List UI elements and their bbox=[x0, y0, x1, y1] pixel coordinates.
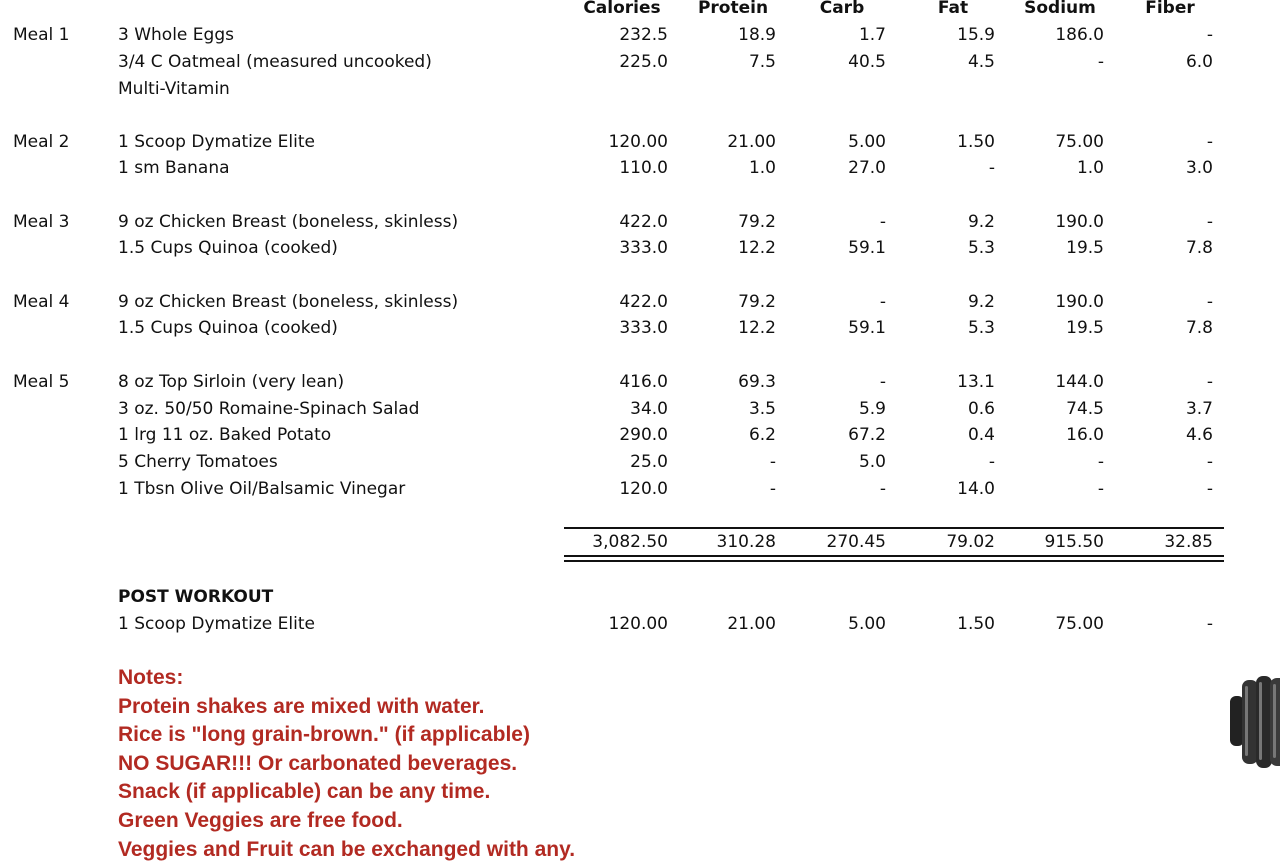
sodium-value: - bbox=[1097, 479, 1104, 499]
fiber-value: 6.0 bbox=[1185, 52, 1213, 72]
protein-value: 79.2 bbox=[738, 292, 776, 312]
fat-value: 5.3 bbox=[967, 318, 995, 338]
sodium-value: 144.0 bbox=[1055, 372, 1104, 392]
calories-value: 333.0 bbox=[619, 318, 668, 338]
fat-value: - bbox=[988, 158, 995, 178]
fiber-value: - bbox=[1206, 292, 1213, 312]
header-fiber: Fiber bbox=[1145, 0, 1195, 18]
carb-value: - bbox=[879, 372, 886, 392]
calories-value: 422.0 bbox=[619, 292, 668, 312]
fat-value: 9.2 bbox=[967, 292, 995, 312]
carb-value: 27.0 bbox=[848, 158, 886, 178]
protein-value: 21.00 bbox=[727, 132, 776, 152]
table-row bbox=[0, 129, 1280, 155]
header-sodium: Sodium bbox=[1024, 0, 1096, 18]
totals-double-rule-top bbox=[564, 555, 1224, 557]
fiber-value: - bbox=[1206, 132, 1213, 152]
sodium-value: 19.5 bbox=[1066, 238, 1104, 258]
protein-value: 3.5 bbox=[748, 399, 776, 419]
fat-value: 5.3 bbox=[967, 238, 995, 258]
table-row bbox=[0, 289, 1280, 315]
note-line: NO SUGAR!!! Or carbonated beverages. bbox=[118, 751, 518, 775]
protein-value: 1.0 bbox=[748, 158, 776, 178]
sodium-value: - bbox=[1097, 52, 1104, 72]
table-row bbox=[0, 396, 1280, 422]
food-item: 1 Scoop Dymatize Elite bbox=[118, 132, 315, 152]
carb-value: - bbox=[879, 212, 886, 232]
food-item: 1.5 Cups Quinoa (cooked) bbox=[118, 318, 338, 338]
protein-value: 69.3 bbox=[738, 372, 776, 392]
food-item: 1 Tbsn Olive Oil/Balsamic Vinegar bbox=[118, 479, 406, 499]
carb-value: 5.9 bbox=[858, 399, 886, 419]
table-row bbox=[0, 315, 1280, 341]
protein-value: 12.2 bbox=[738, 238, 776, 258]
post-workout-label: POST WORKOUT bbox=[118, 587, 274, 607]
fiber-value: 3.7 bbox=[1185, 399, 1213, 419]
sodium-value: 190.0 bbox=[1055, 292, 1104, 312]
fat-value: 13.1 bbox=[957, 372, 995, 392]
note-line: Snack (if applicable) can be any time. bbox=[118, 780, 491, 804]
fiber-value: - bbox=[1206, 212, 1213, 232]
fat-value: 14.0 bbox=[957, 479, 995, 499]
dumbbell-icon bbox=[1228, 672, 1280, 772]
post-workout-heading bbox=[0, 584, 1280, 610]
table-row bbox=[0, 476, 1280, 502]
calories-value: 120.0 bbox=[619, 479, 668, 499]
carb-value: 5.00 bbox=[848, 614, 886, 634]
sodium-value: 1.0 bbox=[1076, 158, 1104, 178]
fat-value: 15.9 bbox=[957, 25, 995, 45]
protein-value: 6.2 bbox=[748, 425, 776, 445]
sodium-value: 75.00 bbox=[1055, 614, 1104, 634]
food-item: 1 Scoop Dymatize Elite bbox=[118, 614, 315, 634]
fiber-value: - bbox=[1206, 372, 1213, 392]
food-item: 9 oz Chicken Breast (boneless, skinless) bbox=[118, 292, 459, 312]
carb-value: 1.7 bbox=[858, 25, 886, 45]
table-row bbox=[0, 49, 1280, 75]
carb-value: 5.00 bbox=[848, 132, 886, 152]
table-row bbox=[0, 155, 1280, 181]
food-item: 3/4 C Oatmeal (measured uncooked) bbox=[118, 52, 432, 72]
carb-value: 59.1 bbox=[848, 318, 886, 338]
fat-value: 9.2 bbox=[967, 212, 995, 232]
fat-value: 1.50 bbox=[957, 132, 995, 152]
header-calories: Calories bbox=[583, 0, 661, 18]
fiber-value: - bbox=[1206, 614, 1213, 634]
calories-value: 225.0 bbox=[619, 52, 668, 72]
notes-title: Notes: bbox=[118, 666, 184, 689]
table-row bbox=[0, 422, 1280, 448]
protein-value: 21.00 bbox=[727, 614, 776, 634]
protein-value: 18.9 bbox=[738, 25, 776, 45]
calories-value: 290.0 bbox=[619, 425, 668, 445]
sodium-value: 75.00 bbox=[1055, 132, 1104, 152]
food-item: 1 lrg 11 oz. Baked Potato bbox=[118, 425, 332, 445]
fat-value: 0.6 bbox=[967, 399, 995, 419]
fiber-value: 3.0 bbox=[1185, 158, 1213, 178]
carb-value: - bbox=[879, 479, 886, 499]
fiber-value: 4.6 bbox=[1185, 425, 1213, 445]
calories-value: 232.5 bbox=[619, 25, 668, 45]
table-row bbox=[0, 209, 1280, 235]
food-item: 3 Whole Eggs bbox=[118, 25, 234, 45]
fat-value: - bbox=[988, 452, 995, 472]
header-carb: Carb bbox=[819, 0, 865, 18]
sodium-value: 190.0 bbox=[1055, 212, 1104, 232]
total-sodium: 915.50 bbox=[1044, 532, 1104, 552]
total-fiber: 32.85 bbox=[1164, 532, 1213, 552]
note-line: Green Veggies are free food. bbox=[118, 808, 403, 832]
total-fat: 79.02 bbox=[946, 532, 995, 552]
total-carb: 270.45 bbox=[826, 532, 886, 552]
calories-value: 110.0 bbox=[619, 158, 668, 178]
sodium-value: - bbox=[1097, 452, 1104, 472]
meal-label: Meal 5 bbox=[13, 372, 70, 392]
note-line: Rice is "long grain-brown." (if applicable) bbox=[118, 723, 530, 747]
meal-label: Meal 3 bbox=[13, 212, 70, 232]
fat-value: 1.50 bbox=[957, 614, 995, 634]
fiber-value: 7.8 bbox=[1185, 238, 1213, 258]
protein-value: - bbox=[769, 452, 776, 472]
fat-value: 4.5 bbox=[967, 52, 995, 72]
protein-value: 79.2 bbox=[738, 212, 776, 232]
protein-value: 7.5 bbox=[748, 52, 776, 72]
fiber-value: - bbox=[1206, 479, 1213, 499]
sodium-value: 186.0 bbox=[1055, 25, 1104, 45]
note-line: Veggies and Fruit can be exchanged with any. bbox=[118, 837, 576, 861]
calories-value: 25.0 bbox=[630, 452, 668, 472]
food-item: 8 oz Top Sirloin (very lean) bbox=[118, 372, 345, 392]
header-fat: Fat bbox=[937, 0, 969, 18]
food-item: 3 oz. 50/50 Romaine-Spinach Salad bbox=[118, 399, 420, 419]
table-row bbox=[0, 22, 1280, 48]
carb-value: 59.1 bbox=[848, 238, 886, 258]
protein-value: 12.2 bbox=[738, 318, 776, 338]
meal-label: Meal 4 bbox=[13, 292, 70, 312]
notes-section bbox=[118, 664, 575, 864]
total-calories: 3,082.50 bbox=[592, 532, 668, 552]
sodium-value: 74.5 bbox=[1066, 399, 1104, 419]
totals-row bbox=[0, 529, 1280, 555]
table-row bbox=[0, 235, 1280, 261]
meal-label: Meal 2 bbox=[13, 132, 70, 152]
carb-value: 67.2 bbox=[848, 425, 886, 445]
food-item: 1.5 Cups Quinoa (cooked) bbox=[118, 238, 338, 258]
carb-value: 40.5 bbox=[848, 52, 886, 72]
calories-value: 120.00 bbox=[608, 132, 668, 152]
calories-value: 120.00 bbox=[608, 614, 668, 634]
fiber-value: - bbox=[1206, 452, 1213, 472]
food-item: 9 oz Chicken Breast (boneless, skinless) bbox=[118, 212, 459, 232]
table-row bbox=[0, 449, 1280, 475]
food-item: Multi-Vitamin bbox=[118, 79, 230, 99]
meal-label: Meal 1 bbox=[13, 25, 70, 45]
table-row bbox=[0, 76, 1280, 102]
calories-value: 34.0 bbox=[630, 399, 668, 419]
note-line: Protein shakes are mixed with water. bbox=[118, 694, 485, 718]
protein-value: - bbox=[769, 479, 776, 499]
total-protein: 310.28 bbox=[716, 532, 776, 552]
carb-value: - bbox=[879, 292, 886, 312]
fiber-value: - bbox=[1206, 25, 1213, 45]
food-item: 5 Cherry Tomatoes bbox=[118, 452, 278, 472]
food-item: 1 sm Banana bbox=[118, 158, 230, 178]
post-workout-row bbox=[0, 611, 1280, 637]
header-protein: Protein bbox=[697, 0, 769, 18]
table-row bbox=[0, 369, 1280, 395]
carb-value: 5.0 bbox=[858, 452, 886, 472]
fat-value: 0.4 bbox=[967, 425, 995, 445]
calories-value: 333.0 bbox=[619, 238, 668, 258]
fiber-value: 7.8 bbox=[1185, 318, 1213, 338]
totals-double-rule-bottom bbox=[564, 560, 1224, 562]
sodium-value: 16.0 bbox=[1066, 425, 1104, 445]
sodium-value: 19.5 bbox=[1066, 318, 1104, 338]
calories-value: 422.0 bbox=[619, 212, 668, 232]
calories-value: 416.0 bbox=[619, 372, 668, 392]
